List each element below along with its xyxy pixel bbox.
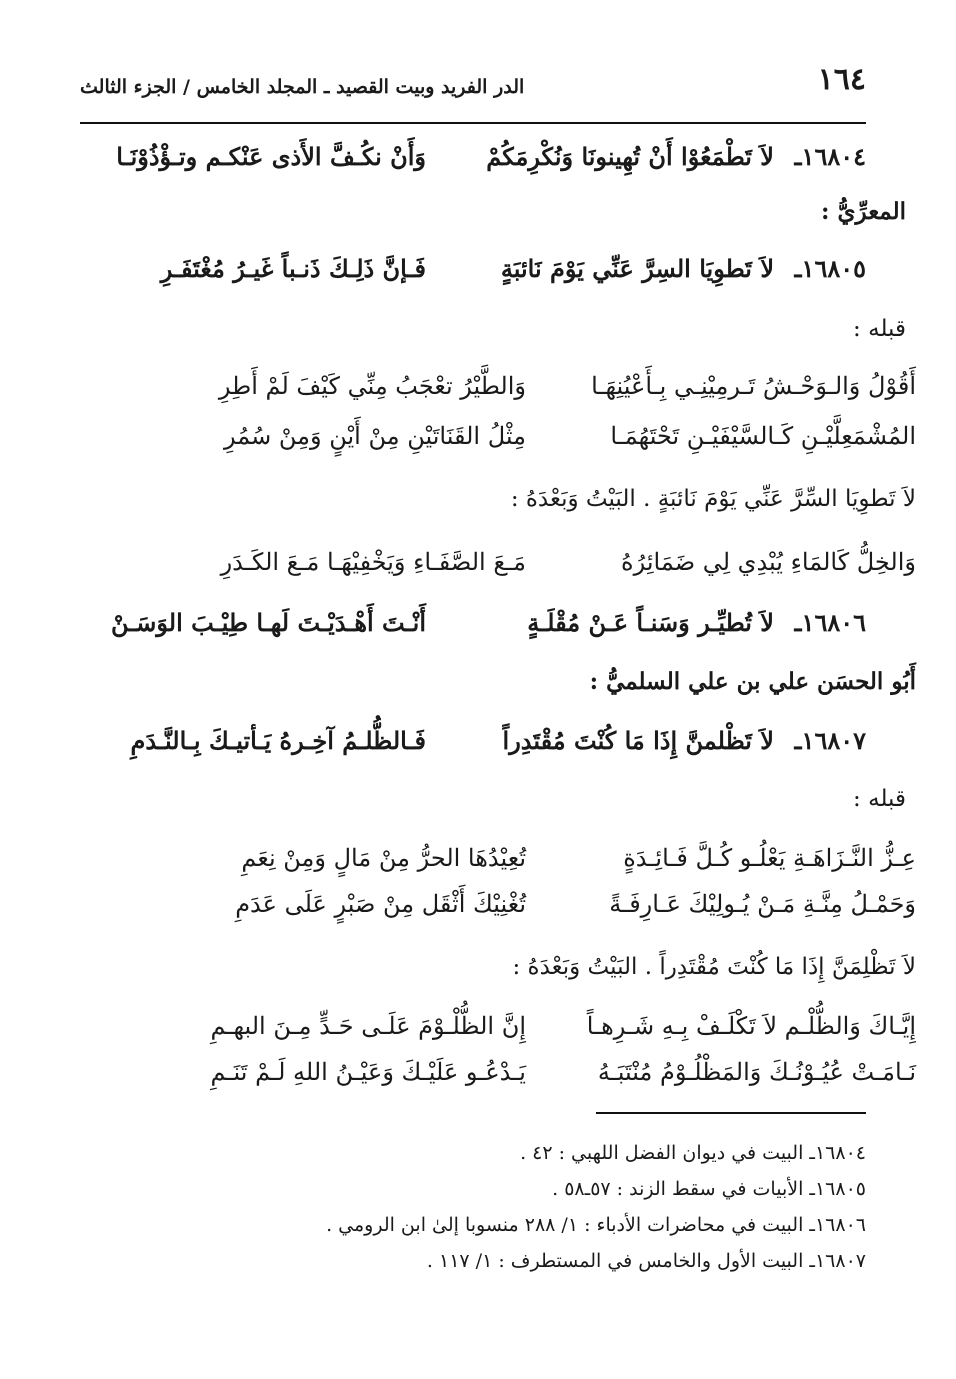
preceding-verse-4 bbox=[136, 882, 916, 932]
footnote-text: ١٦٨٠٤ـ البيت في ديوان الفضل اللهبي : ٤٢ . bbox=[520, 1142, 866, 1164]
verse-first-hemistich: لاَ تُطيِّـر وَسَنـاً عَـنْ مُقْلَـةٍ bbox=[527, 608, 774, 637]
verse-second-hemistich: إِنَّ الظُّلْـوْمَ عَلَـى حَـدٍّ مِـنَ البهـمِ bbox=[210, 1012, 526, 1040]
before-label-1 bbox=[126, 308, 906, 358]
verse-second-hemistich: مِثْلُ القَنَاتَيْنِ مِنْ أَيْنٍ وَمِنْ سُمُرِ bbox=[224, 422, 526, 450]
verse-first-hemistich: عِـزُّ النَّـزَاهَـةِ يَعْلُـو كُـلَّ فَـائِـدَةٍ bbox=[623, 844, 916, 872]
verse-second-hemistich: فَـالظُّلـمُ آخِـرهُ يَـأتيـكَ بِـالنَّـدَمِ bbox=[130, 726, 426, 755]
following-intro-2 bbox=[136, 946, 916, 996]
following-intro: لاَ تَطوِيَا السِّرَّ عَنِّي يَوْمَ نَائبَةٍ . البَيْتُ وَبَعْدَهُ : bbox=[510, 486, 916, 512]
verse-first-hemistich: لاَ تَطْمَعُوْا أَنْ تُهِينونَا وَنُكْرِمَكُمْ bbox=[486, 142, 774, 171]
preceding-verse-2 bbox=[136, 414, 916, 464]
footnote-text: ١٦٨٠٥ـ الأبيات في سقط الزند : ٥٧ـ٥٨ . bbox=[552, 1178, 866, 1200]
footnote bbox=[86, 1246, 866, 1280]
page-header bbox=[80, 60, 866, 110]
page-number: ١٦٤ bbox=[817, 62, 866, 97]
preceding-verse-1 bbox=[136, 364, 916, 414]
poet-name: أَبُو الحسَن علي بن علي السلميُّ : bbox=[589, 668, 916, 695]
before-label-2 bbox=[126, 778, 906, 828]
following-intro: لاَ تَظْلِمَنَّ إِذَا مَا كُنْتَ مُقْتَدِراً . البَيْتُ وَبَعْدَهُ : bbox=[512, 954, 916, 980]
verse-first-hemistich: لاَ تَطوِيَا السِرَّ عَنِّي يَوْمَ نَائبَةٍ bbox=[500, 254, 774, 283]
following-intro-1 bbox=[136, 478, 916, 528]
verse-16806 bbox=[86, 600, 866, 650]
before-label: قبله : bbox=[853, 316, 906, 342]
verse-second-hemistich: وَأَنْ نكُـفَّ الأَذى عَنْكـم وتـؤْذُوْنَـا bbox=[116, 142, 426, 171]
verse-first-hemistich: المُشْمَعِلَّيْـنِ كَـالسَّيْفَيْـنِ تَحْتَهُمَـا bbox=[610, 422, 916, 450]
verse-first-hemistich: وَحَمْـلُ مِنَّـةِ مَـنْ يُـولِيْكَ عَـارِفَـةً bbox=[609, 890, 916, 918]
following-verse-3 bbox=[136, 1050, 916, 1100]
verse-first-hemistich: أَقُوْلُ وَالـوَحْـشُ تَـرمِيْنِـي بِـأَعْيُنِهَـا bbox=[591, 372, 916, 400]
verse-second-hemistich: يَـدْعُـو عَلَيْـكَ وَعَيْـنُ اللهِ لَـمْ تَنَـمِ bbox=[210, 1058, 526, 1086]
verse-second-hemistich: تُغْنِيْكَ أَثْقَل مِنْ صَبْرٍ عَلَى عَدَمِ bbox=[235, 890, 526, 918]
verse-first-hemistich: وَالخِلُّ كَالمَاءِ يُبْدِي لِي ضَمَائِرُهُ bbox=[621, 548, 916, 576]
footnote bbox=[86, 1210, 866, 1244]
poet-name: المعرِّيُّ : bbox=[821, 198, 906, 225]
following-verse-1 bbox=[136, 540, 916, 590]
verse-16804 bbox=[86, 134, 866, 184]
verse-number: ١٦٨٠٤ـ bbox=[794, 142, 866, 171]
footnote-text: ١٦٨٠٧ـ البيت الأول والخامس في المستطرف : ١/ ١١٧ . bbox=[426, 1250, 866, 1272]
verse-number: ١٦٨٠٦ـ bbox=[794, 608, 866, 637]
header-divider bbox=[80, 122, 866, 124]
verse-first-hemistich: إِيَّـاكَ وَالظُّلْـم لاَ تَكْلَـفْ بِـهِ شَـرِهـاً bbox=[586, 1012, 916, 1040]
verse-number: ١٦٨٠٧ـ bbox=[794, 726, 866, 755]
verse-second-hemistich: فَـإنَّ ذَلِـكَ ذَنـباً غَيـرُ مُغْتَفَـرِ bbox=[160, 254, 426, 283]
verse-first-hemistich: لاَ تَظْلمنَّ إِذَا مَا كُنْتَ مُقْتَدِراً bbox=[502, 726, 774, 755]
preceding-verse-3 bbox=[136, 836, 916, 886]
verse-second-hemistich: وَالطَّيْرُ تعْجَبُ مِنِّي كَيْفَ لَمْ أَطِرِ bbox=[218, 372, 526, 400]
poet-attribution-maarri bbox=[126, 190, 906, 240]
footnote bbox=[86, 1138, 866, 1172]
poet-attribution-sulami bbox=[136, 660, 916, 710]
footnote-divider bbox=[596, 1112, 866, 1114]
verse-16805 bbox=[86, 246, 866, 296]
footnote-text: ١٦٨٠٦ـ البيت في محاضرات الأدباء : ١/ ٢٨٨ منسوبا إلىٰ ابن الرومي . bbox=[326, 1214, 866, 1236]
footnote bbox=[86, 1174, 866, 1208]
verse-first-hemistich: نَـامَـتْ عُيُـوْنُـكَ وَالمَظْلُـوْمُ مُنْتَبَـهُ bbox=[597, 1058, 916, 1086]
verse-second-hemistich: أَنْـتَ أَهْـدَيْـتَ لَهـا طِيْـبَ الوَسَـنْ bbox=[110, 608, 426, 637]
verse-number: ١٦٨٠٥ـ bbox=[794, 254, 866, 283]
before-label: قبله : bbox=[853, 786, 906, 812]
verse-second-hemistich: مَـعَ الصَّفَـاءِ وَيَخْفِيْهَـا مَـعَ الكَـدَرِ bbox=[220, 548, 526, 576]
running-title: الدر الفريد وبيت القصيد ـ المجلد الخامس / الجزء الثالث bbox=[80, 76, 525, 98]
verse-16807 bbox=[86, 718, 866, 768]
following-verse-2 bbox=[136, 1004, 916, 1054]
verse-second-hemistich: تُعِيْدُهَا الحرُّ مِنْ مَالٍ وَمِنْ نِعَمِ bbox=[241, 844, 526, 872]
